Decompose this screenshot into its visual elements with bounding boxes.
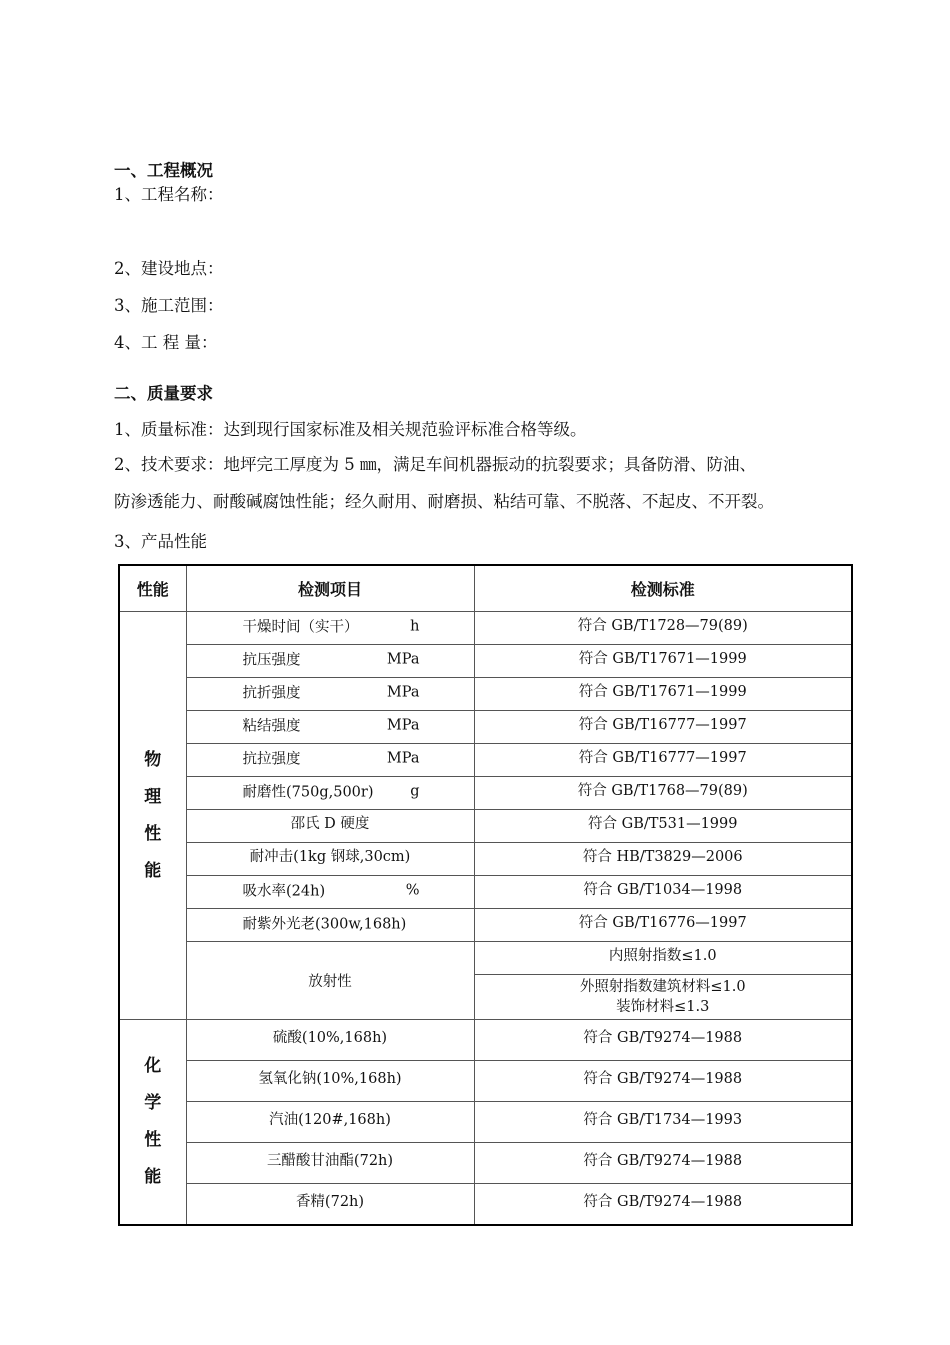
test-standard-text: 符合 GB/T17671—1999 xyxy=(578,683,747,700)
test-standard-text: 符合 GB/T1728—79(89) xyxy=(577,617,748,634)
test-standard-cell xyxy=(474,777,852,810)
category-char: 化 xyxy=(144,1056,162,1076)
table-header-row xyxy=(119,565,852,612)
technical-requirement-line2: 防渗透能力、耐酸碱腐蚀性能；经久耐用、耐磨损、粘结可靠、不脱落、不起皮、不开裂。 xyxy=(114,492,774,511)
table-row xyxy=(119,678,852,711)
test-standard-cell xyxy=(474,1143,852,1184)
test-item-unit: h xyxy=(410,618,420,635)
header-performance: 性能 xyxy=(119,565,186,612)
table-row xyxy=(119,1020,852,1061)
table-row xyxy=(119,876,852,909)
test-item-cell xyxy=(186,645,474,678)
table-row xyxy=(119,1061,852,1102)
test-item-unit: MPa xyxy=(386,750,420,767)
radiation-item-cell xyxy=(186,942,474,1020)
test-standard-text: 符合 GB/T1734—1993 xyxy=(583,1111,743,1128)
test-item-cell xyxy=(186,876,474,909)
test-item-cell xyxy=(186,1020,474,1061)
test-standard-cell xyxy=(474,645,852,678)
category-char: 能 xyxy=(144,1167,162,1187)
test-standard-cell xyxy=(474,1102,852,1143)
table-row xyxy=(119,612,852,645)
test-standard-text: 符合 GB/T16777—1997 xyxy=(578,716,747,733)
category-char: 能 xyxy=(144,860,162,881)
quality-standard-text: 1、质量标准：达到现行国家标准及相关规范验评标准合格等级。 xyxy=(114,420,587,439)
test-item-cell xyxy=(186,843,474,876)
test-item-unit: % xyxy=(405,882,420,899)
test-item-name: 邵氏 D 硬度 xyxy=(290,815,370,832)
test-standard-cell xyxy=(474,975,852,1020)
test-standard-cell xyxy=(474,942,852,975)
test-item-cell xyxy=(186,1184,474,1226)
table-row xyxy=(119,777,852,810)
test-standard-text: 符合 GB/T1034—1998 xyxy=(583,881,743,898)
test-standard-text: 符合 GB/T16776—1997 xyxy=(578,914,747,931)
test-item-name: 三醋酸甘油酯(72h) xyxy=(266,1152,394,1169)
project-name-label: 1、工程名称： xyxy=(114,185,224,204)
table-row xyxy=(119,843,852,876)
test-standard-text: 符合 GB/T17671—1999 xyxy=(578,650,747,667)
test-item-cell xyxy=(186,1061,474,1102)
test-standard-cell xyxy=(474,1061,852,1102)
technical-requirement-text xyxy=(114,446,864,520)
test-standard-text: 符合 GB/T16777—1997 xyxy=(578,749,747,766)
product-performance-label: 3、产品性能 xyxy=(114,532,207,551)
test-item-cell xyxy=(186,711,474,744)
test-item-cell xyxy=(186,1143,474,1184)
test-standard-cell xyxy=(474,909,852,942)
table-row xyxy=(119,909,852,942)
test-standard-text: 符合 HB/T3829—2006 xyxy=(582,848,743,865)
test-item-unit: MPa xyxy=(386,717,420,734)
test-item-unit: g xyxy=(410,783,420,800)
test-item-name: 抗拉强度 xyxy=(242,751,301,768)
test-standard-text: 符合 GB/T531—1999 xyxy=(588,815,738,832)
test-item-name: 耐磨性(750g,500r) xyxy=(242,784,374,801)
test-standard-cell xyxy=(474,612,852,645)
test-item-name: 硫酸(10%,168h) xyxy=(272,1029,388,1046)
test-standard-text: 符合 GB/T9274—1988 xyxy=(583,1152,743,1169)
workload-label: 4、工 程 量： xyxy=(114,333,218,352)
test-standard-cell xyxy=(474,843,852,876)
test-standard-cell xyxy=(474,876,852,909)
test-item-cell xyxy=(186,612,474,645)
test-item-name: 抗压强度 xyxy=(242,652,301,669)
table-row xyxy=(119,711,852,744)
table-row xyxy=(119,645,852,678)
test-standard-text: 符合 GB/T9274—1988 xyxy=(583,1029,743,1046)
category-char: 性 xyxy=(144,1130,162,1150)
table-row xyxy=(119,810,852,843)
category-char: 理 xyxy=(144,786,162,807)
test-item-cell xyxy=(186,1102,474,1143)
section2-heading: 二、质量要求 xyxy=(114,384,213,403)
test-item-name: 抗折强度 xyxy=(242,685,301,702)
test-item-name: 耐紫外光老(300w,168h) xyxy=(242,916,407,933)
test-item-cell xyxy=(186,810,474,843)
test-standard-cell xyxy=(474,810,852,843)
table-row xyxy=(119,744,852,777)
test-standard-text: 装饰材料≤1.3 xyxy=(616,999,710,1015)
test-standard-text: 符合 GB/T9274—1988 xyxy=(583,1193,743,1210)
test-item-cell xyxy=(186,909,474,942)
category-char: 学 xyxy=(144,1093,162,1113)
test-item-name: 汽油(120#,168h) xyxy=(269,1111,391,1128)
table-row xyxy=(119,1102,852,1143)
section1-heading: 一、工程概况 xyxy=(114,161,213,180)
test-item-name: 香精(72h) xyxy=(295,1193,365,1210)
test-item-name: 耐冲击(1kg 钢球,30cm) xyxy=(249,848,411,865)
test-standard-text: 符合 GB/T1768—79(89) xyxy=(577,782,748,799)
test-item-cell xyxy=(186,777,474,810)
test-item-cell xyxy=(186,744,474,777)
table-row xyxy=(119,1184,852,1226)
product-performance-table xyxy=(118,564,853,1226)
test-standard-cell xyxy=(474,711,852,744)
test-standard-cell xyxy=(474,678,852,711)
construction-scope-label: 3、施工范围： xyxy=(114,296,224,315)
test-standard-text: 内照射指数≤1.0 xyxy=(608,947,717,964)
test-standard-cell xyxy=(474,1184,852,1226)
construction-site-label: 2、建设地点： xyxy=(114,259,224,278)
test-item-unit: MPa xyxy=(386,684,420,701)
category-char: 物 xyxy=(144,749,162,770)
table-row xyxy=(119,942,852,975)
header-test-standard: 检测标准 xyxy=(474,565,852,612)
test-item-name: 吸水率(24h) xyxy=(242,883,326,900)
table-row xyxy=(119,1143,852,1184)
test-item-unit: MPa xyxy=(386,651,420,668)
header-test-item: 检测项目 xyxy=(186,565,474,612)
test-item-name: 粘结强度 xyxy=(242,718,301,735)
test-standard-text: 符合 GB/T9274—1988 xyxy=(583,1070,743,1087)
test-item-name: 放射性 xyxy=(308,974,352,990)
test-item-cell xyxy=(186,678,474,711)
test-item-name: 干燥时间（实干） xyxy=(242,619,359,636)
test-standard-text: 外照射指数建筑材料≤1.0 xyxy=(579,979,746,995)
physical-category-cell xyxy=(119,612,186,1020)
technical-requirement-line1: 2、技术要求：地坪完工厚度为 5 ㎜，满足车间机器振动的抗裂要求；具备防滑、防油、 xyxy=(114,455,756,474)
test-item-name: 氢氧化钠(10%,168h) xyxy=(258,1070,402,1087)
test-standard-cell xyxy=(474,1020,852,1061)
test-standard-cell xyxy=(474,744,852,777)
chemical-category-cell xyxy=(119,1020,186,1226)
category-char: 性 xyxy=(144,823,162,844)
